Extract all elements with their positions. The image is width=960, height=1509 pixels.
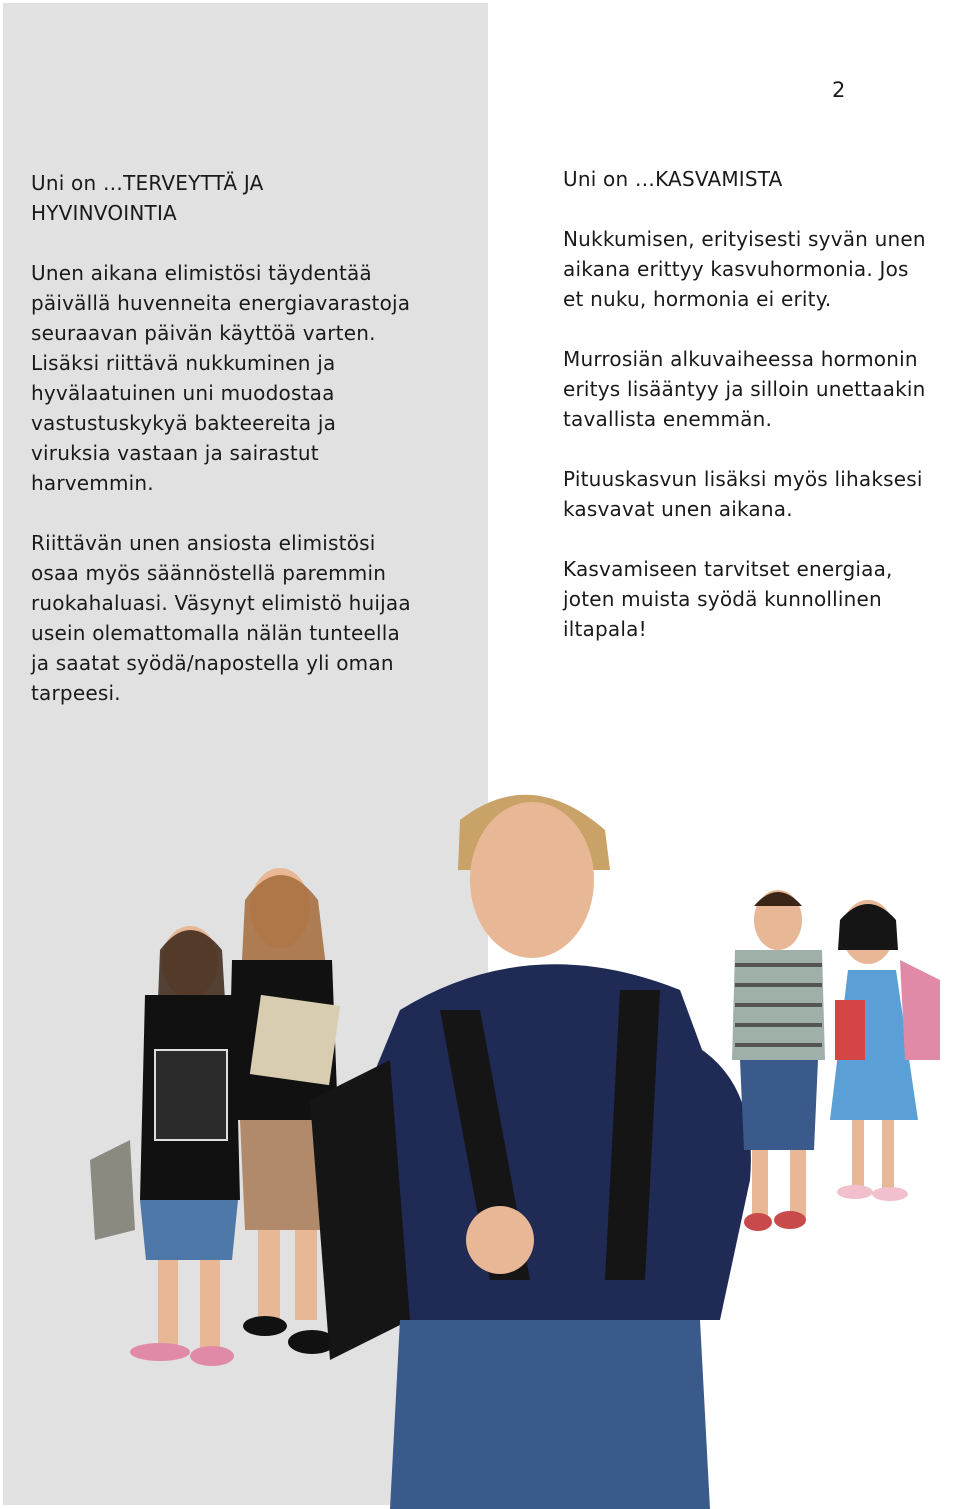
page-number: 2 [832, 78, 846, 102]
small-girl-blue-dress-figure [830, 900, 940, 1201]
girl-with-notebooks-figure [90, 926, 240, 1366]
paragraph-muscles: Pituuskasvun lisäksi myös lihaksesi kasvavat unen aikana. [563, 467, 923, 521]
left-column-text [31, 168, 471, 738]
paragraph-growth-hormone: Nukkumisen, erityisesti syvän unen aikana erittyy kasvuhormonia. Jos et nuku, hormonia ei erity. [563, 227, 926, 311]
section-heading-health: Uni on …TERVEYTTÄ JA HYVINVOINTIA [31, 171, 264, 225]
right-column-text [563, 164, 960, 674]
paragraph-energy: Unen aikana elimistösi täydentää päivällä huvenneita energiavarastoja seuraavan päivän käyttöä varten. Lisäksi riittävä nukkuminen ja hyvälaatuinen uni muodostaa vastustuskykyä bakteereita ja viruksia vastaan ja sairastut harvemmin. [31, 261, 411, 495]
paragraph-puberty: Murrosiän alkuvaiheessa hormonin eritys lisääntyy ja silloin unettaakin tavallista enemmän. [563, 347, 926, 431]
section-heading-growth: Uni on …KASVAMISTA [563, 167, 783, 191]
paragraph-evening-snack: Kasvamiseen tarvitset energiaa, joten muista syödä kunnollinen iltapala! [563, 557, 893, 641]
paragraph-appetite: Riittävän unen ansiosta elimistösi osaa myös säännöstellä paremmin ruokahaluasi. Väsynyt elimistö huijaa usein olemattomalla nälän tunteella ja saatat syödä/napostella yli oman tarpeesi. [31, 531, 411, 705]
boy-with-backpack-figure [310, 795, 751, 1509]
schoolchildren-photo [60, 760, 960, 1509]
